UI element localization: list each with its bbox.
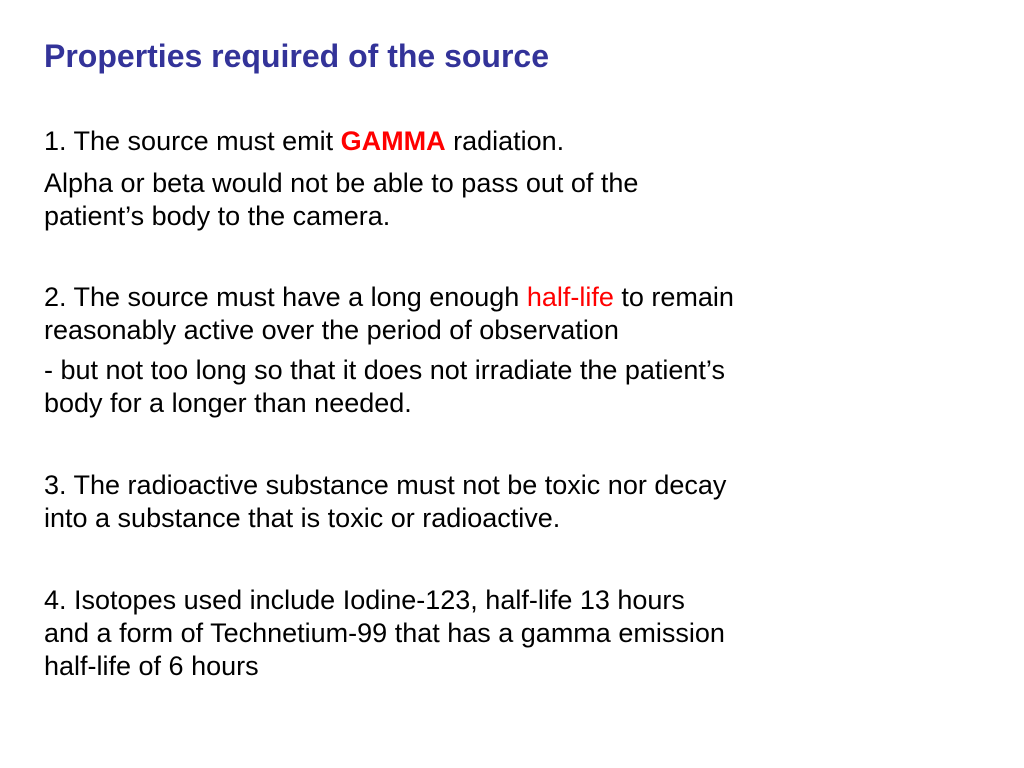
slide-title: Properties required of the source — [44, 38, 550, 74]
p5-line-2: into a substance that is toxic or radioactive. — [44, 503, 561, 533]
p2-line-1: Alpha or beta would not be able to pass out of the — [44, 168, 639, 198]
p3-line-2: reasonably active over the period of observation — [44, 315, 619, 345]
p3-text-after: to remain — [613, 282, 734, 312]
paragraph-3 — [44, 281, 734, 347]
gamma-highlight: GAMMA — [340, 126, 446, 156]
p6-line-2: and a form of Technetium-99 that has a gamma emission — [44, 618, 725, 648]
p6-line-3: half-life of 6 hours — [44, 651, 259, 681]
paragraph-1 — [44, 125, 564, 158]
p1-text-before: 1. The source must emit — [44, 126, 341, 156]
p4-line-2: body for a longer than needed. — [44, 388, 412, 418]
p1-text-after: radiation. — [445, 126, 565, 156]
p3-text-before: 2. The source must have a long enough — [44, 282, 527, 312]
p2-line-2: patient’s body to the camera. — [44, 201, 391, 231]
p6-line-1: 4. Isotopes used include Iodine-123, half-life 13 hours — [44, 585, 685, 615]
p3-line-1 — [44, 281, 734, 314]
p4-line-1: - but not too long so that it does not irradiate the patient’s — [44, 355, 725, 385]
half-life-highlight: half-life — [526, 282, 614, 312]
paragraph-4 — [44, 354, 725, 420]
paragraph-5 — [44, 469, 726, 535]
paragraph-6 — [44, 584, 725, 683]
p5-line-1: 3. The radioactive substance must not be toxic nor decay — [44, 470, 727, 500]
paragraph-2 — [44, 167, 638, 233]
